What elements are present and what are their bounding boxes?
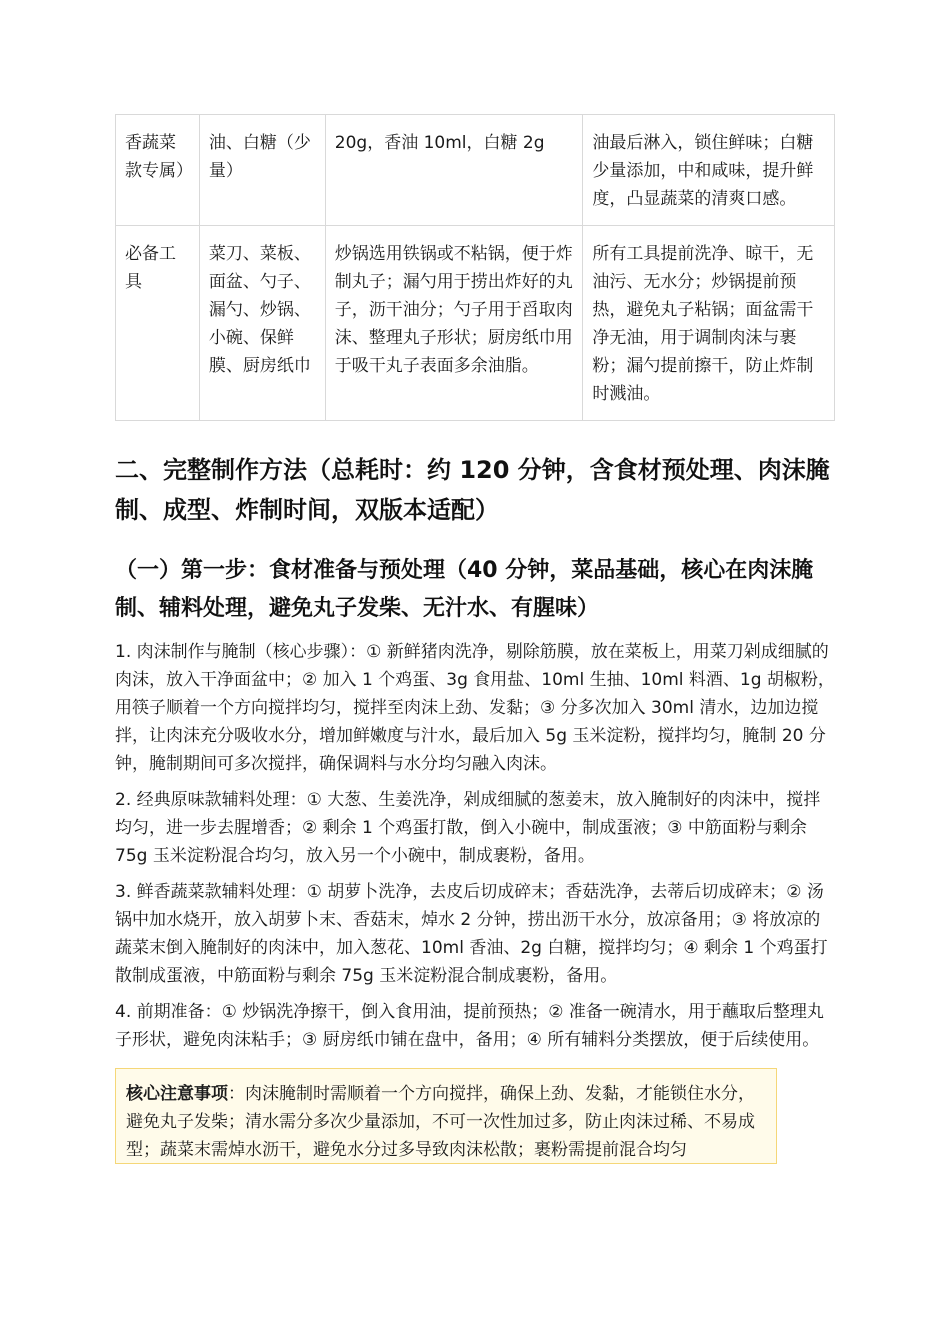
table-row bbox=[116, 115, 835, 226]
table-cell-amount: 20g，香油 10ml，白糖 2g bbox=[325, 115, 583, 226]
callout-note bbox=[115, 1068, 777, 1164]
table-row bbox=[116, 226, 835, 421]
table-cell-items: 油、白糖（少量） bbox=[199, 115, 325, 226]
note-label: 核心注意事项 bbox=[126, 1084, 228, 1104]
note-text: ：肉沫腌制时需顺着一个方向搅拌，确保上劲、发黏，才能锁住水分，避免丸子发柴；清水需分多次少量添加，不可一次性加过多，防止肉沫过稀、不易成型；蔬菜末需焯水沥干，避免水分过多导致肉沫松散；裹粉需提前混合均匀 bbox=[126, 1084, 755, 1160]
table-cell-notes: 所有工具提前洗净、晾干，无油污、无水分；炒锅提前预热，避免丸子粘锅；面盆需干净无油，用于调制肉沫与裹粉；漏勺提前擦干，防止炸制时溅油。 bbox=[583, 226, 835, 421]
step-paragraph: 2. 经典原味款辅料处理：① 大葱、生姜洗净，剁成细腻的葱姜末，放入腌制好的肉沫中，搅拌均匀，进一步去腥增香；② 剩余 1 个鸡蛋打散，倒入小碗中，制成蛋液；③ 中筋面粉与剩余 75g 玉米淀粉混合均匀，放入另一个小碗中，制成裹粉，备用。 bbox=[115, 790, 821, 866]
table-cell-amount: 炒锅选用铁锅或不粘锅，便于炸制丸子；漏勺用于捞出炸好的丸子，沥干油分；勺子用于舀取肉沫、整理丸子形状；厨房纸巾用于吸干丸子表面多余油脂。 bbox=[325, 226, 583, 421]
document-page bbox=[115, 114, 835, 1164]
table-cell-category: 必备工具 bbox=[116, 226, 200, 421]
ingredients-table bbox=[115, 114, 835, 421]
step-paragraph: 1. 肉沫制作与腌制（核心步骤）：① 新鲜猪肉洗净，剔除筋膜，放在菜板上，用菜刀剁成细腻的肉沫，放入干净面盆中；② 加入 1 个鸡蛋、3g 食用盐、10ml 生抽、10ml 料酒、1g 胡椒粉，用筷子顺着一个方向搅拌均匀，搅拌至肉沫上劲、发黏；③ 分多次加入 30ml 清水，边加边搅拌，让肉沫充分吸收水分，增加鲜嫩度与汁水，最后加入 5g 玉米淀粉，搅拌均匀，腌制 20 分钟，腌制期间可多次搅拌，确保调料与水分均匀融入肉沫。 bbox=[115, 642, 835, 774]
step-paragraph: 3. 鲜香蔬菜款辅料处理：① 胡萝卜洗净，去皮后切成碎末；香菇洗净，去蒂后切成碎末；② 汤锅中加水烧开，放入胡萝卜末、香菇末，焯水 2 分钟，捞出沥干水分，放凉备用；③ 将放凉的蔬菜末倒入腌制好的肉沫中，加入葱花、10ml 香油、2g 白糖，搅拌均匀；④ 剩余 1 个鸡蛋打散制成蛋液，中筋面粉与剩余 75g 玉米淀粉混合制成裹粉，备用。 bbox=[115, 882, 828, 986]
table-cell-category: 香蔬菜款专属） bbox=[116, 115, 200, 226]
table-cell-items: 菜刀、菜板、面盆、勺子、漏勺、炒锅、小碗、保鲜膜、厨房纸巾 bbox=[199, 226, 325, 421]
section-heading: 二、完整制作方法（总耗时：约 120 分钟，含食材预处理、肉沫腌制、成型、炸制时间，双版本适配） bbox=[115, 456, 830, 524]
subsection-heading: （一）第一步：食材准备与预处理（40 分钟，菜品基础，核心在肉沫腌制、辅料处理，避免丸子发柴、无汁水、有腥味） bbox=[115, 558, 814, 621]
table-cell-notes: 油最后淋入，锁住鲜味；白糖少量添加，中和咸味，提升鲜度，凸显蔬菜的清爽口感。 bbox=[583, 115, 835, 226]
step-paragraph: 4. 前期准备：① 炒锅洗净擦干，倒入食用油，提前预热；② 准备一碗清水，用于蘸取后整理丸子形状，避免肉沫粘手；③ 厨房纸巾铺在盘中，备用；④ 所有辅料分类摆放，便于后续使用。 bbox=[115, 1002, 824, 1050]
